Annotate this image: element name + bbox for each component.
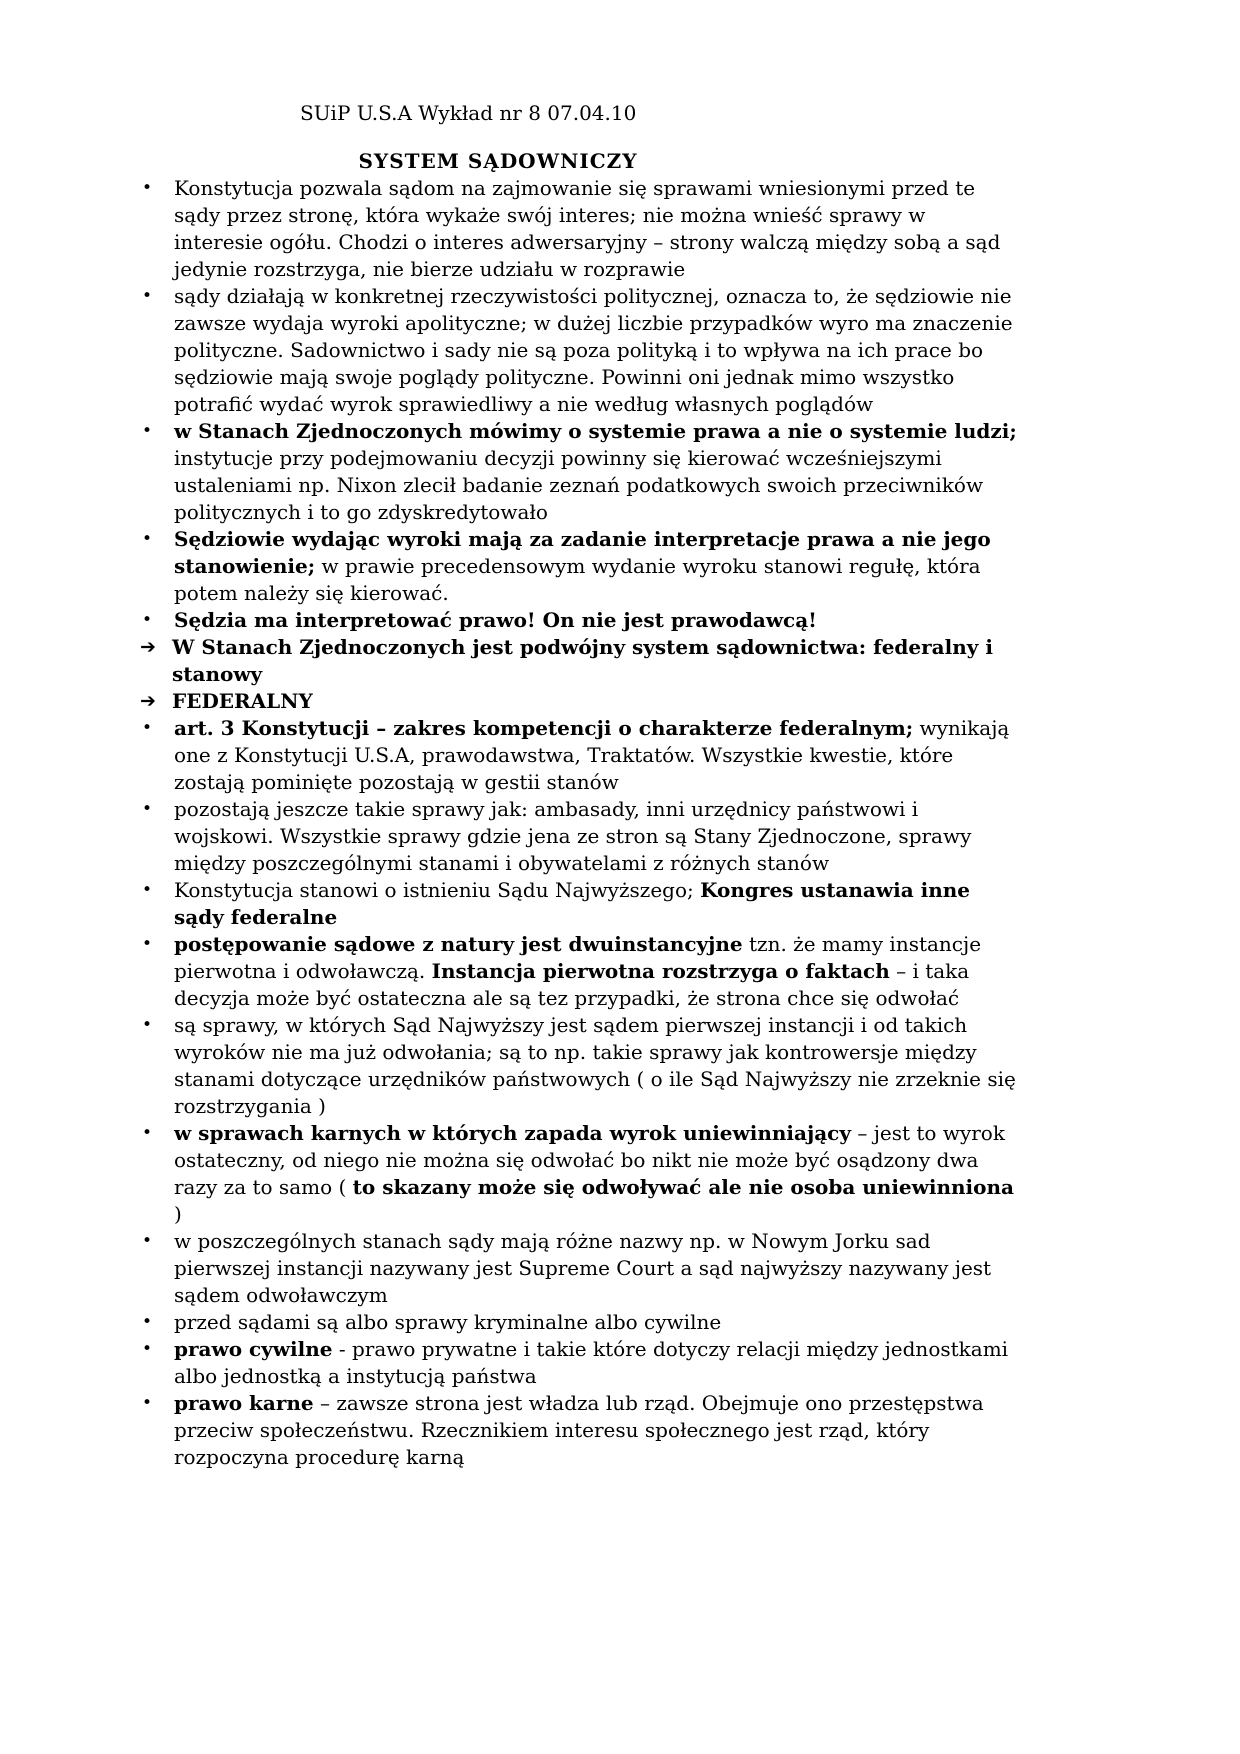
list-item-text xyxy=(174,877,1018,931)
text-segment: w poszczególnych stanach sądy mają różne nazwy np. w Nowym Jorku sad pierwszej instancji nazywany jest Supreme Court a sąd najwyższy nazywany jest sądem odwoławczym xyxy=(174,1229,992,1307)
text-segment: – zawsze strona jest władza lub rząd. Obejmuje ono przestępstwa przeciw społeczeństwu. Rzecznikiem interesu społecznego jest rząd, który rozpoczyna procedurę karną xyxy=(174,1391,984,1469)
bullet-list-main xyxy=(140,175,1018,634)
bold-text-segment: Instancja pierwotna rozstrzyga o faktach xyxy=(431,959,890,983)
bold-text-segment: postępowanie sądowe z natury jest dwuinstancyjne xyxy=(174,932,743,956)
list-item-text xyxy=(174,1336,1018,1390)
list-item xyxy=(140,796,1018,877)
list-item-text xyxy=(174,175,1018,283)
list-item-text xyxy=(172,634,1018,688)
bullet-icon: • xyxy=(142,529,153,549)
text-segment: - prawo prywatne i takie które dotyczy relacji między jednostkami albo jednostką a instytucją państwa xyxy=(174,1337,1009,1388)
list-item xyxy=(140,1120,1018,1228)
list-item xyxy=(140,931,1018,1012)
bold-text-segment: art. 3 Konstytucji – zakres kompetencji o charakterze federalnym; xyxy=(174,716,914,740)
bold-text-segment: FEDERALNY xyxy=(172,689,313,713)
list-item-text xyxy=(174,931,1018,1012)
list-item xyxy=(140,688,1018,715)
bullet-icon: • xyxy=(142,934,153,954)
bullet-list-federal xyxy=(140,715,1018,1471)
bullet-icon: • xyxy=(142,178,153,198)
bullet-icon: • xyxy=(142,610,153,630)
list-item-text xyxy=(174,418,1018,526)
list-item-text xyxy=(174,283,1018,418)
list-item-text xyxy=(174,796,1018,877)
bullet-icon: • xyxy=(142,880,153,900)
text-segment: przed sądami są albo sprawy kryminalne albo cywilne xyxy=(174,1310,722,1334)
text-segment: Konstytucja pozwala sądom na zajmowanie się sprawami wniesionymi przed te sądy przez stronę, która wykaże swój interes; nie można wnieść sprawy w interesie ogółu. Chodzi o interes adwersaryjny – strony walczą między sobą a sąd jedynie rozstrzyga, nie bierze udziału w rozprawie xyxy=(174,176,1001,281)
list-item-text xyxy=(174,1228,1018,1309)
list-item xyxy=(140,607,1018,634)
list-item xyxy=(140,1390,1018,1471)
text-segment: instytucje przy podejmowaniu decyzji powinny się kierować wcześniejszymi ustaleniami np. Nixon zlecił badanie zeznań podatkowych swoich przeciwników politycznych i to go zdyskredytowało xyxy=(174,446,984,524)
bold-text-segment: Sędziowie wydając wyroki mają za zadanie interpretacje prawa a nie jego stanowienie; xyxy=(174,527,991,578)
list-item-text xyxy=(174,1012,1018,1120)
bullet-icon: • xyxy=(142,1339,153,1359)
bold-text-segment: Sędzia ma interpretować prawo! On nie jest prawodawcą! xyxy=(174,608,817,632)
text-segment: sądy działają w konkretnej rzeczywistości politycznej, oznacza to, że sędziowie nie zawsze wydaja wyroki apolityczne; w dużej liczbie przypadków wyro ma znaczenie polityczne. Sadownictwo i sady nie są poza polityką i to wpływa na ich prace bo sędziowie mają swoje poglądy polityczne. Powinni oni jednak mimo wszystko potrafić wydać wyrok sprawiedliwy a nie według własnych poglądów xyxy=(174,284,1013,416)
bullet-icon: • xyxy=(142,1312,153,1332)
list-item xyxy=(140,283,1018,418)
bold-text-segment: prawo karne xyxy=(174,1391,314,1415)
text-segment: są sprawy, w których Sąd Najwyższy jest sądem pierwszej instancji i od takich wyroków nie ma już odwołania; są to np. takie sprawy jak kontrowersje między stanami dotyczące urzędników państwowych ( o ile Sąd Najwyższy nie zrzeknie się rozstrzygania ) xyxy=(174,1013,1016,1118)
page-title: SYSTEM SĄDOWNICZY xyxy=(358,149,638,173)
arrow-list-headings xyxy=(140,634,1018,715)
list-item xyxy=(140,634,1018,688)
list-item xyxy=(140,526,1018,607)
text-segment: – jest to wyrok ostateczny, od niego nie można się odwołać bo nikt nie może być osądzony dwa razy za to samo ( xyxy=(174,1121,1005,1199)
list-item xyxy=(140,1336,1018,1390)
text-segment: pozostają jeszcze takie sprawy jak: ambasady, inni urzędnicy państwowi i wojskowi. Wszystkie sprawy gdzie jena ze stron są Stany Zjednoczone, sprawy między poszczególnymi stanami i obywatelami z różnych stanów xyxy=(174,797,972,875)
arrow-icon: ➔ xyxy=(140,636,156,658)
text-segment: tzn. że mamy instancje pierwotna i odwoławczą. xyxy=(174,932,982,983)
list-item xyxy=(140,175,1018,283)
list-item-text xyxy=(174,1309,1018,1336)
list-item xyxy=(140,877,1018,931)
bold-text-segment: W Stanach Zjednoczonych jest podwójny system sądownictwa: federalny i stanowy xyxy=(172,635,993,686)
list-item-text xyxy=(174,1120,1018,1228)
text-segment: – i taka decyzja może być ostateczna ale są tez przypadki, że strona chce się odwołać xyxy=(174,959,970,1010)
list-item-text xyxy=(174,715,1018,796)
text-segment: ) xyxy=(174,1202,182,1226)
bold-text-segment: w Stanach Zjednoczonych mówimy o systemie prawa a nie o systemie ludzi; xyxy=(174,419,1017,443)
bold-text-segment: Kongres ustanawia inne sądy federalne xyxy=(174,878,971,929)
bullet-icon: • xyxy=(142,718,153,738)
list-item-text xyxy=(174,607,1018,634)
list-item-text xyxy=(174,526,1018,607)
bullet-icon: • xyxy=(142,421,153,441)
bullet-icon: • xyxy=(142,799,153,819)
text-segment: wynikają one z Konstytucji U.S.A, prawodawstwa, Traktatów. Wszystkie kwestie, które zostają pominięte pozostają w gestii stanów xyxy=(174,716,1010,794)
bullet-icon: • xyxy=(142,1393,153,1413)
list-item-text xyxy=(174,1390,1018,1471)
bold-text-segment: prawo cywilne xyxy=(174,1337,333,1361)
text-segment: Konstytucja stanowi o istnieniu Sądu Najwyższego; xyxy=(174,878,701,902)
bullet-icon: • xyxy=(142,1123,153,1143)
text-segment: w prawie precedensowym wydanie wyroku stanowi regułę, która potem należy się kierować. xyxy=(174,554,981,605)
list-item xyxy=(140,1012,1018,1120)
bold-text-segment: w sprawach karnych w których zapada wyrok uniewinniający xyxy=(174,1121,851,1145)
bullet-icon: • xyxy=(142,1015,153,1035)
list-item-text xyxy=(172,688,1018,715)
bullet-icon: • xyxy=(142,286,153,306)
bullet-icon: • xyxy=(142,1231,153,1251)
arrow-icon: ➔ xyxy=(140,690,156,712)
list-item xyxy=(140,418,1018,526)
bold-text-segment: to skazany może się odwoływać ale nie osoba uniewinniona xyxy=(352,1175,1014,1199)
document-header: SUiP U.S.A Wykład nr 8 07.04.10 xyxy=(300,101,637,125)
list-item xyxy=(140,1228,1018,1309)
list-item xyxy=(140,715,1018,796)
list-item xyxy=(140,1309,1018,1336)
